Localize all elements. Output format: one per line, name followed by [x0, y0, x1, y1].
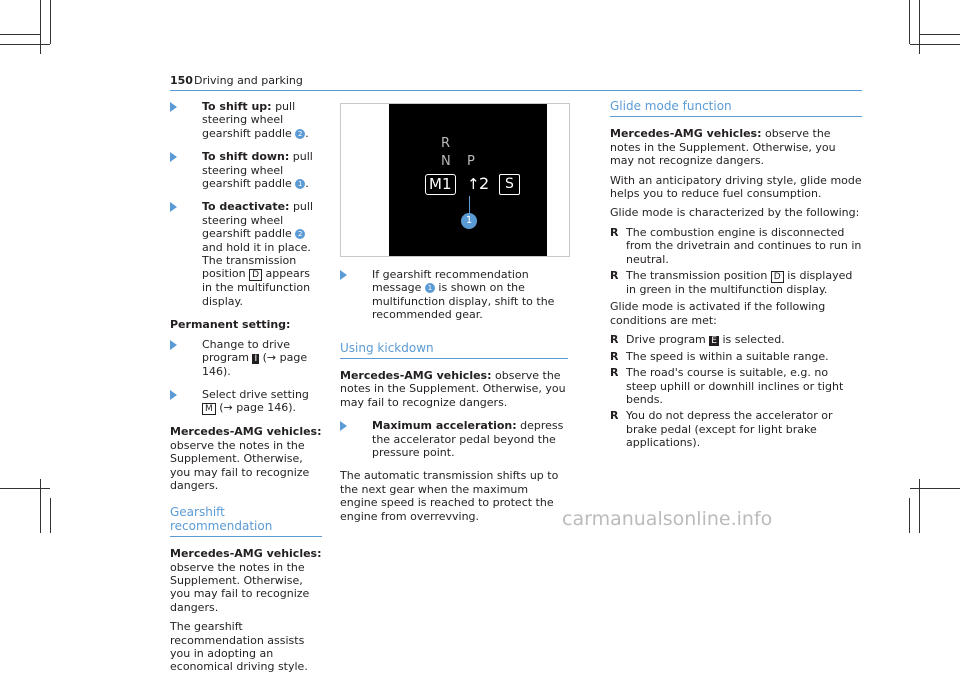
list-item: R The speed is within a suitable range.	[610, 349, 829, 363]
crop-mark	[909, 0, 910, 44]
glide-p3: Glide mode is activated if the following conditions are met:	[610, 300, 826, 327]
display-figure	[340, 103, 570, 257]
drive-program-i-icon: I	[254, 354, 258, 365]
crop-mark	[910, 44, 960, 45]
amg-note-1: Mercedes-AMG vehicles: observe the notes in the Supplement. Otherwise, you may fail to recognize dangers.	[170, 425, 322, 492]
m1-badge: M1	[425, 174, 456, 195]
drive-program-e-icon: E	[711, 336, 717, 347]
crop-mark	[0, 34, 40, 35]
instruction-step: To shift down: pull steering wheel gearshift paddle 1 .	[170, 150, 322, 190]
crop-mark	[0, 488, 50, 489]
crop-mark	[0, 44, 50, 45]
amg-note: Mercedes-AMG vehicles: observe the notes in the Supplement. Otherwise, you may fail to recognize dangers.	[340, 369, 566, 409]
step-arrow-icon	[340, 270, 347, 280]
step-arrow-icon	[340, 421, 347, 431]
gear-number: 2	[479, 174, 490, 193]
auto-text: The automatic transmission shifts up to the next gear when the maximum engine speed is reached to protect the engine from overrevving.	[340, 469, 559, 523]
step-arrow-icon	[170, 152, 177, 162]
crop-mark	[910, 488, 960, 489]
callout-icon: 2	[295, 129, 305, 139]
gear-r: R	[441, 136, 451, 151]
list-item: R The combustion engine is disconnected from the drivetrain and continues to run in neutral.	[610, 225, 862, 266]
permanent-setting-label: Permanent setting:	[170, 318, 291, 332]
list-item: R You do not depress the accelerator or brake pedal (except for light brake applications).	[610, 409, 833, 450]
column-2	[340, 268, 568, 529]
list-item: R Drive program E is selected.	[610, 333, 785, 347]
gear-n: N	[441, 154, 451, 169]
glide-p1: With an anticipatory driving style, glide mode helps you to reduce fuel consumption.	[610, 173, 862, 201]
heading-rule	[610, 116, 862, 117]
step-arrow-icon	[170, 390, 177, 400]
instruction-step: To deactivate: pull steering wheel gearshift paddle 2 and hold it in place. The transmission position D appears in the multifunction display.	[170, 200, 322, 308]
crop-mark	[40, 0, 41, 54]
heading-rule	[170, 536, 322, 537]
callout-icon: 2	[295, 229, 305, 239]
transmission-d-icon: D	[249, 269, 262, 281]
amg-note: Mercedes-AMG vehicles: observe the notes in the Supplement. Otherwise, you may not recognize dangers.	[610, 127, 836, 168]
page-number: 150	[170, 74, 193, 87]
watermark: carmanualsonline.info	[562, 508, 773, 530]
callout-icon: 1	[425, 283, 435, 293]
transmission-d-icon: D	[771, 271, 784, 283]
list-item: R The road's course is suitable, e.g. no steep uphill or downhill inclines or tight bends.	[610, 366, 844, 406]
list-item: R The transmission position D is displayed in green in the multifunction display.	[610, 269, 853, 297]
up-arrow-icon: ↑	[467, 175, 480, 193]
callout-circle: 1	[461, 213, 477, 229]
glide-p2: Glide mode is characterized by the following:	[610, 206, 860, 220]
crop-mark	[919, 479, 920, 533]
kickdown-heading: Using kickdown	[340, 340, 434, 355]
s-badge: S	[499, 174, 520, 195]
gearshift-heading: Gearshift recommendation	[170, 505, 273, 533]
instruction-step: Select drive setting M (→ page 146).	[170, 388, 322, 415]
gearshift-text: The gearshift recommendation assists you in adopting an economical driving style.	[170, 620, 308, 674]
column-1	[170, 100, 322, 680]
section-title: Driving and parking	[194, 74, 303, 87]
instruction-step: Change to drive program I (→ page 146).	[170, 338, 322, 378]
step-arrow-icon	[170, 340, 177, 350]
crop-mark	[919, 0, 920, 54]
cluster-screen	[389, 104, 547, 256]
callout-icon: 1	[295, 179, 305, 189]
crop-mark	[920, 34, 960, 35]
instruction-step: If gearshift recommendation message 1 is shown on the multifunction display, shift to the recommended gear.	[340, 268, 568, 322]
drive-setting-m-icon: M	[202, 403, 216, 415]
instruction-step: To shift up: pull steering wheel gearshift paddle 2 .	[170, 100, 322, 140]
glide-heading: Glide mode function	[610, 99, 732, 113]
step-arrow-icon	[170, 102, 177, 112]
amg-note-2: Mercedes-AMG vehicles: observe the notes in the Supplement. Otherwise, you may fail to recognize dangers.	[170, 547, 322, 614]
crop-mark	[909, 498, 910, 533]
gear-p: P	[467, 154, 475, 169]
step-arrow-icon	[170, 202, 177, 212]
header-rule	[170, 90, 862, 91]
heading-rule	[340, 358, 568, 359]
crop-mark	[50, 0, 51, 44]
column-3	[610, 100, 862, 453]
crop-mark	[50, 498, 51, 533]
instruction-step: Maximum acceleration: depress the accelerator pedal beyond the pressure point.	[340, 419, 568, 459]
crop-mark	[40, 479, 41, 533]
